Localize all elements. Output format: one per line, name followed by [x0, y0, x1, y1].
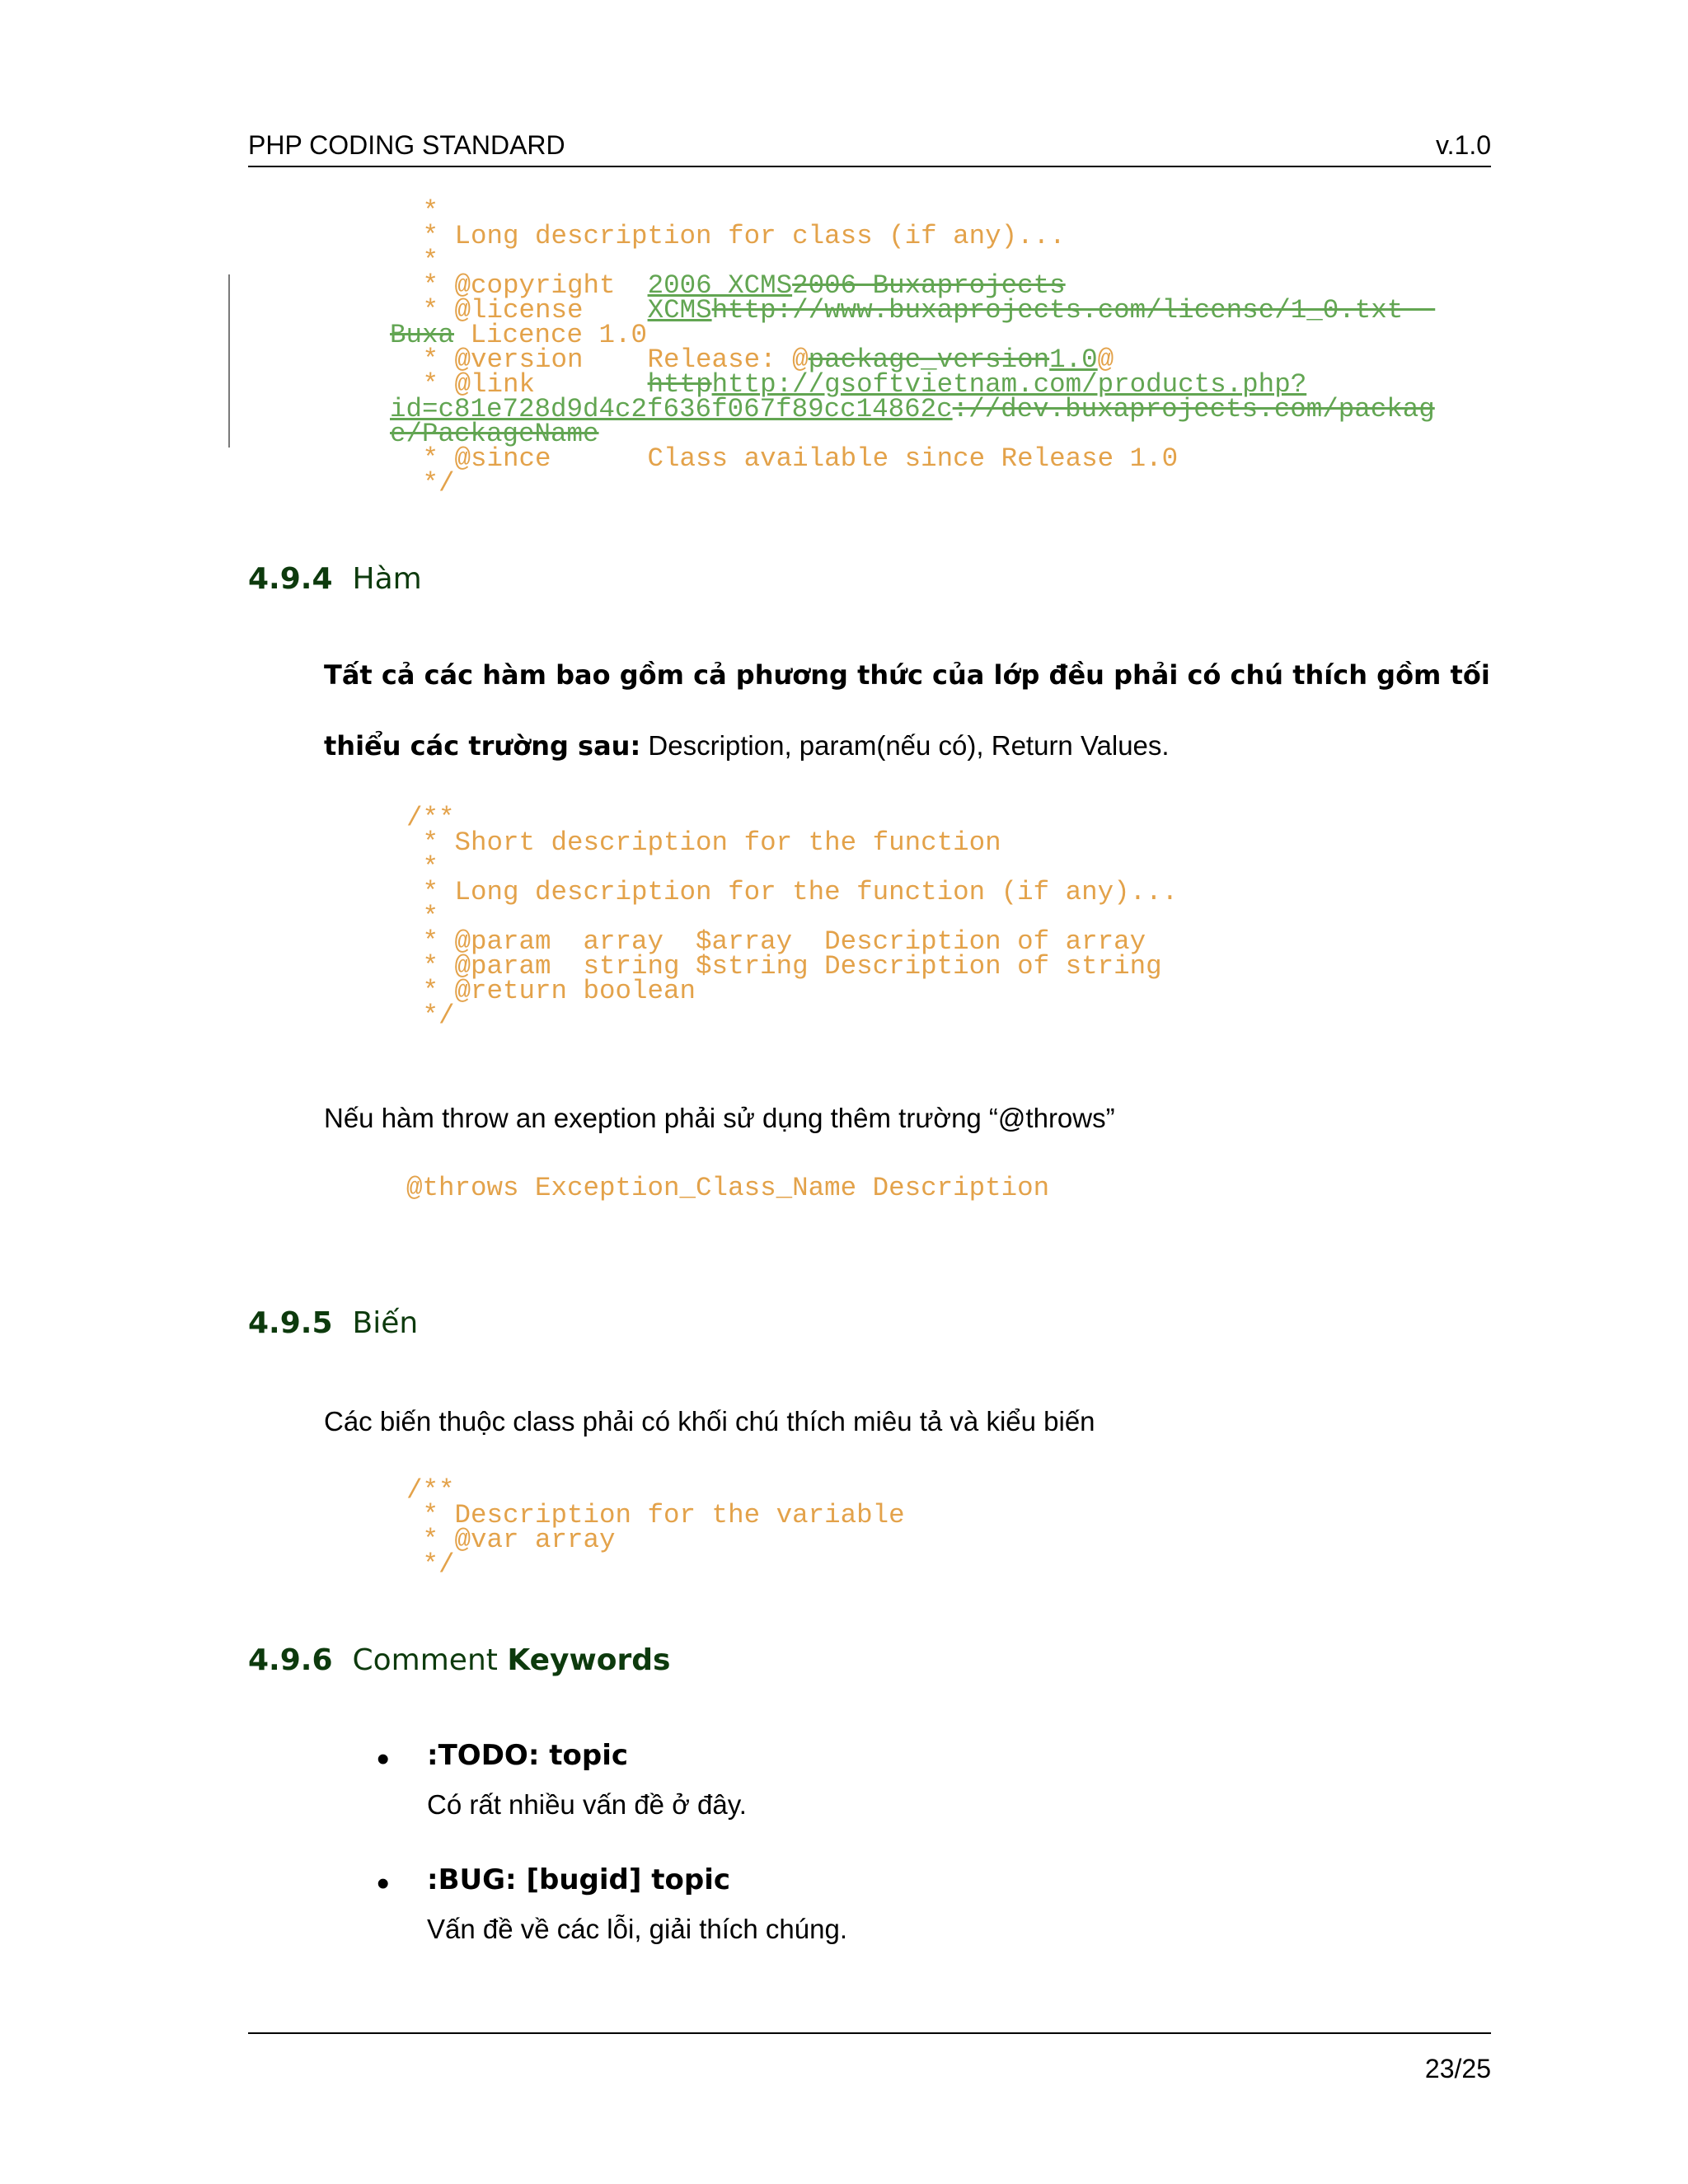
section-heading-495: 4.9.5 Biến — [248, 1306, 419, 1340]
code-line: */ — [406, 1549, 455, 1580]
inserted-text: 2006 XCMS — [647, 270, 793, 301]
code-line: * @var array — [406, 1525, 616, 1555]
footer-rule — [248, 2032, 1491, 2034]
section-heading-496: 4.9.6 Comment Keywords — [248, 1643, 671, 1677]
function-comment-code — [406, 803, 1179, 1031]
code-line-link: * @link httphttp://gsoftvietnam.com/products.php? — [406, 369, 1307, 400]
code-line: * — [406, 902, 439, 932]
variable-comment-code — [406, 1475, 905, 1580]
keyword-bug-desc: Vấn đề về các lỗi, giải thích chúng. — [427, 1914, 847, 1944]
inserted-text: http://gsoftvietnam.com/products.php? — [711, 369, 1307, 400]
inserted-text: XCMS — [647, 295, 712, 326]
code-line: * Long description for class (if any)... — [406, 221, 1066, 251]
code-line: * @return boolean — [406, 976, 696, 1006]
list-bullet: • — [377, 1739, 390, 1779]
code-line-license: * @license XCMShttp://www.buxaprojects.com/license/1_0.txt — [406, 295, 1436, 326]
keyword-bug-title: :BUG: [bugid] topic — [427, 1863, 731, 1896]
deleted-text: http://www.buxaprojects.com/license/1_0.txt — [711, 295, 1436, 326]
code-line: * — [406, 852, 439, 883]
inserted-text: id=c81e728d9d4c2f636f067f89cc14862c — [390, 394, 953, 424]
keyword-todo-title: :TODO: topic — [427, 1739, 629, 1772]
code-line: * Long description for the function (if any)... — [406, 877, 1179, 907]
class-comment-code — [390, 196, 1436, 499]
functions-rule-line1: Tất cả các hàm bao gồm cả phương thức của lớp đều phải có chú thích gồm tối — [324, 659, 1490, 691]
deleted-text: ://dev.buxaprojects.com/packag — [952, 394, 1435, 424]
page-number: 23/25 — [1424, 2054, 1491, 2083]
deleted-text: e/PackageName — [390, 419, 599, 449]
code-line: * Short description for the function — [406, 827, 1001, 858]
code-line-license-cont: Buxa Licence 1.0 — [390, 320, 648, 350]
functions-rule-line2: thiểu các trường sau: Description, param(nếu có), Return Values. — [324, 730, 1170, 762]
code-line: * @param string $string Description of string — [406, 951, 1162, 982]
deleted-text: 2006 Buxaprojects — [792, 270, 1066, 301]
variables-paragraph: Các biến thuộc class phải có khối chú thích miêu tả và kiểu biến — [324, 1406, 1095, 1436]
header-title: PHP CODING STANDARD — [248, 130, 565, 160]
code-line: * — [406, 246, 439, 276]
throws-paragraph: Nếu hàm throw an exeption phải sử dụng thêm trường “@throws” — [324, 1103, 1115, 1133]
throws-code — [406, 1173, 1050, 1203]
list-bullet: • — [377, 1863, 390, 1904]
code-line: /** — [406, 803, 455, 833]
deleted-text: http — [647, 369, 712, 400]
code-line: * @since Class available since Release 1.0 — [406, 443, 1179, 474]
code-line: */ — [406, 468, 455, 499]
header-rule — [248, 166, 1491, 167]
header-version: v.1.0 — [1436, 130, 1491, 160]
deleted-text: package_version — [808, 344, 1050, 375]
keyword-todo-desc: Có rất nhiều vấn đề ở đây. — [427, 1789, 747, 1820]
deleted-text: Buxa — [390, 320, 455, 350]
code-line: */ — [406, 1001, 455, 1031]
inserted-text: 1.0 — [1049, 344, 1098, 375]
revision-change-bar — [228, 274, 230, 448]
section-heading-494: 4.9.4 Hàm — [248, 562, 422, 596]
code-line: * — [406, 196, 439, 227]
code-line-copyright: * @copyright 2006 XCMS2006 Buxaprojects — [406, 270, 1066, 301]
code-line-version: * @version Release: @package_version1.0@ — [406, 344, 1114, 375]
code-line: * @param array $array Description of array — [406, 926, 1146, 957]
code-line: /** — [406, 1475, 455, 1506]
code-line: @throws Exception_Class_Name Description — [406, 1173, 1050, 1203]
code-line: * Description for the variable — [406, 1500, 905, 1530]
